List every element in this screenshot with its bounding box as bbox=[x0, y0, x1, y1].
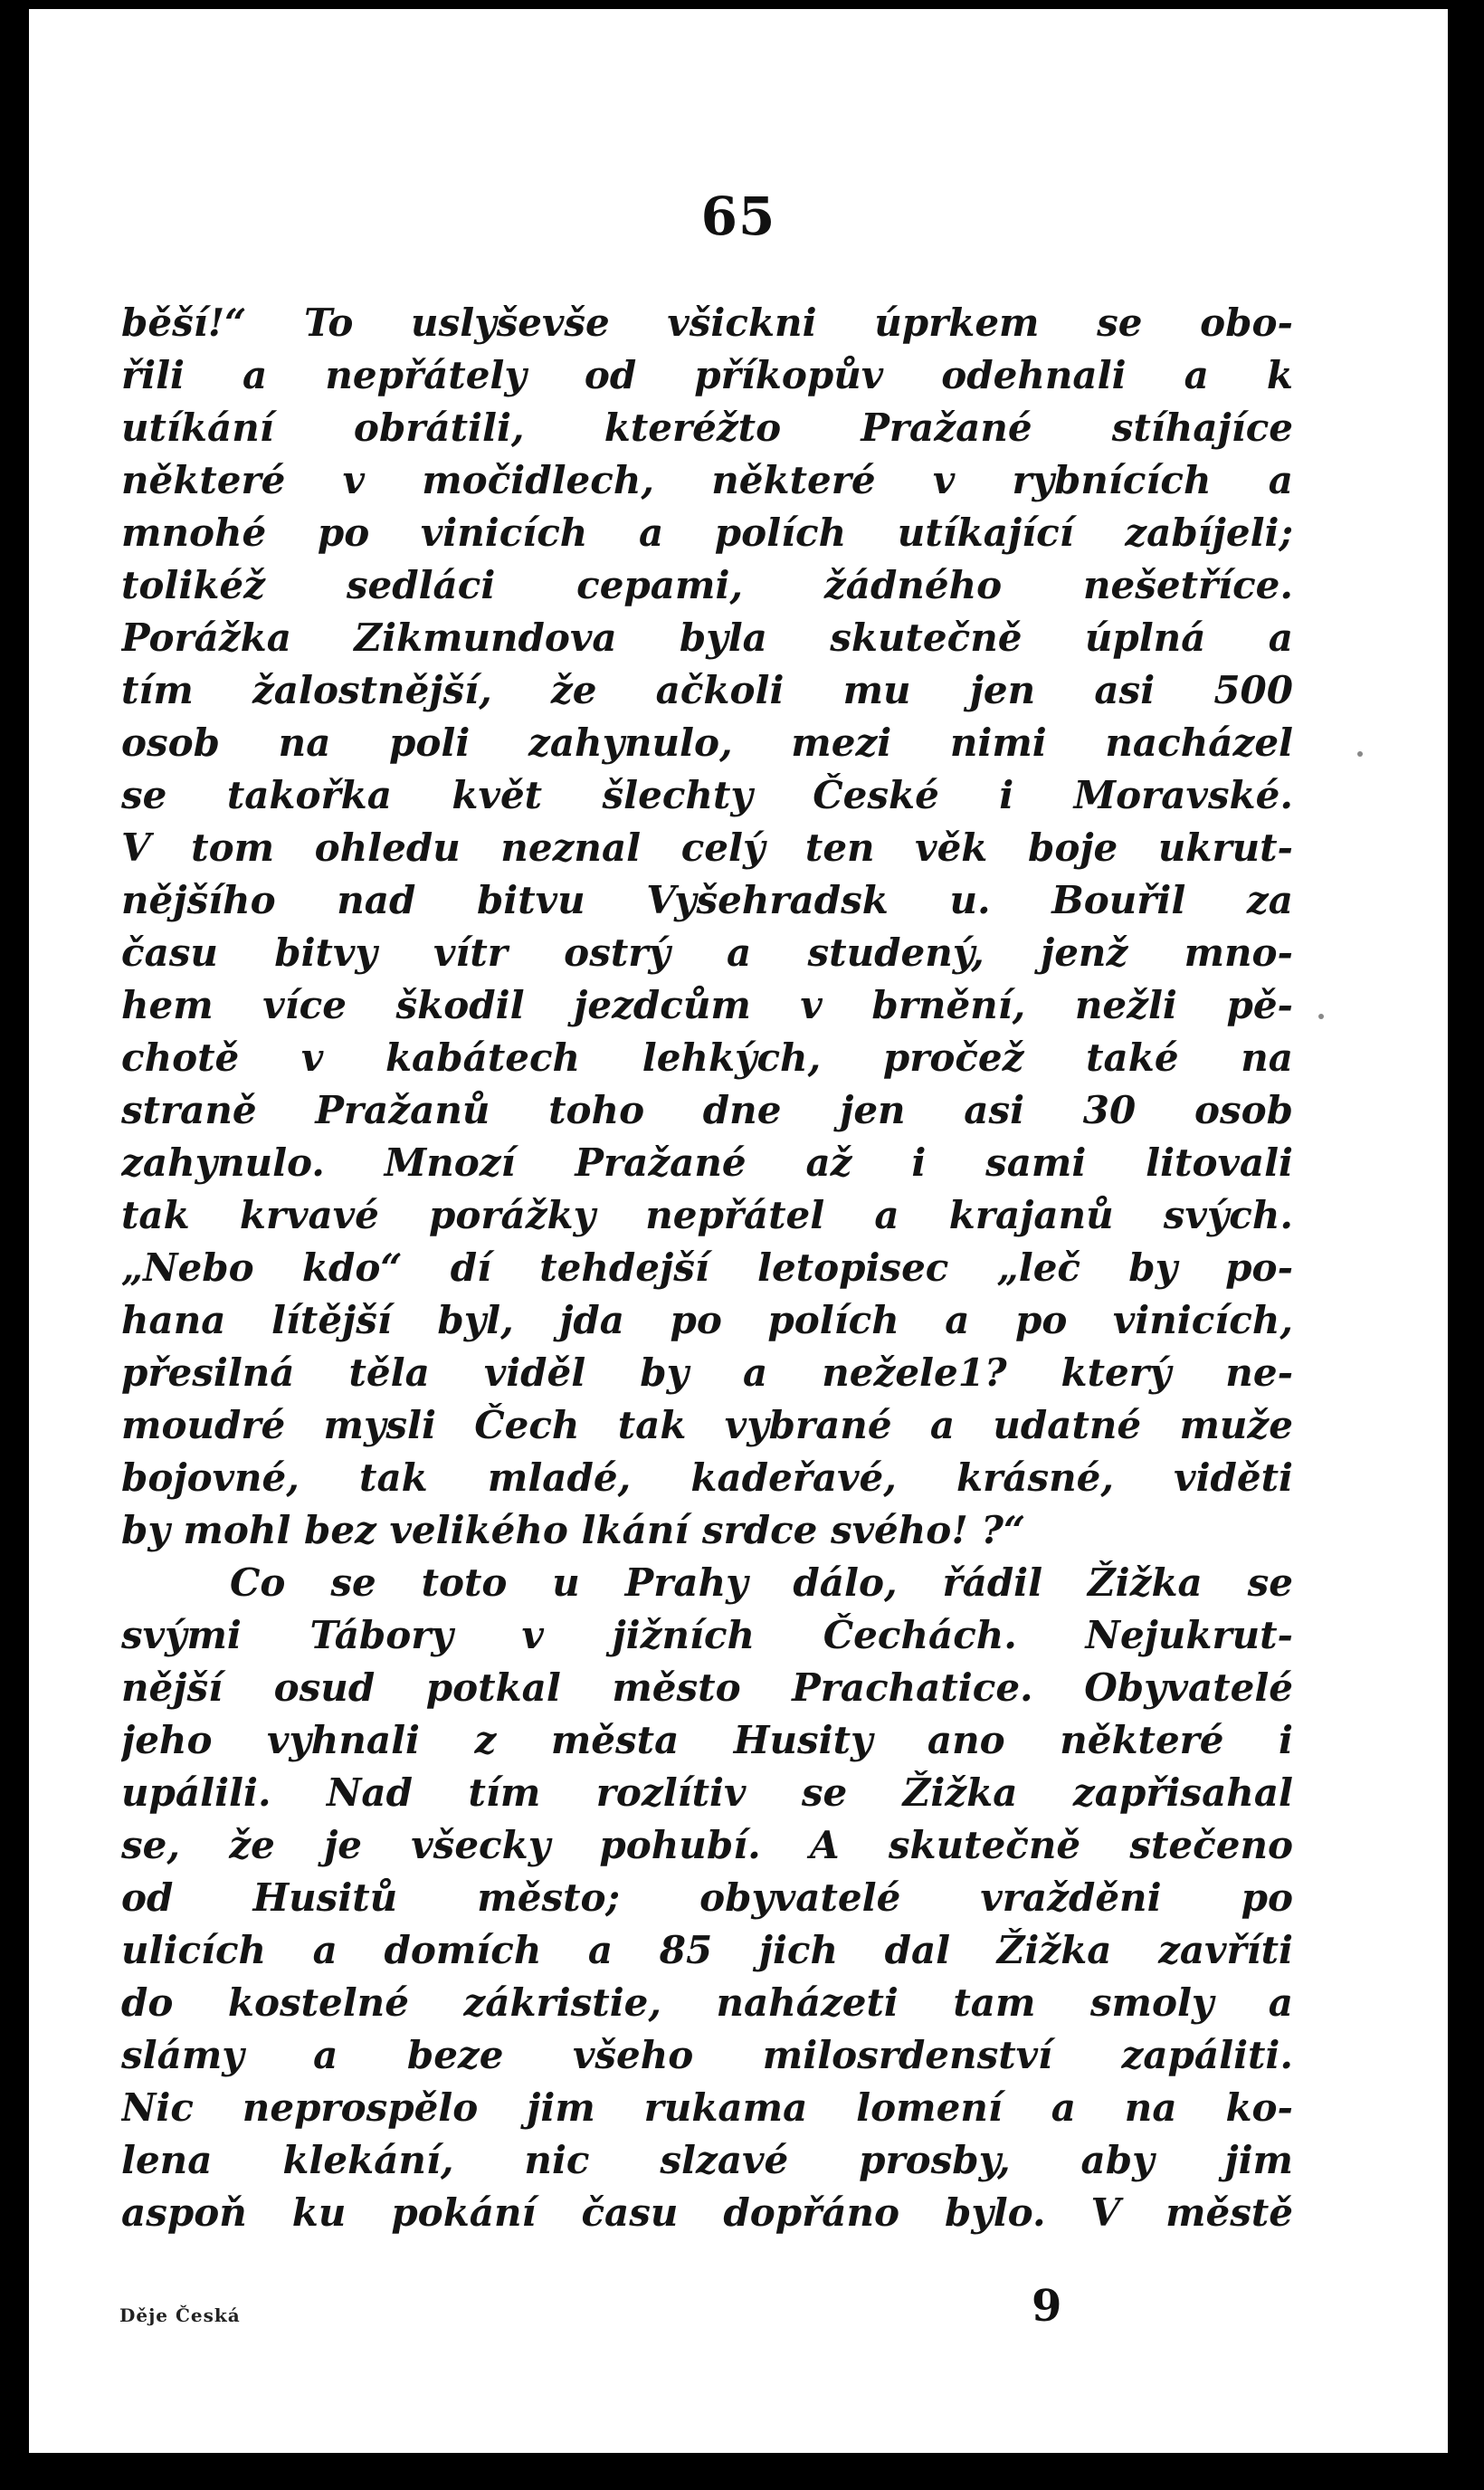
text-line: tolikéž sedláci cepami, žádného nešetříce. bbox=[121, 563, 1293, 607]
text-line: zahynulo. Mnozí Pražané až i sami litovali bbox=[121, 1140, 1293, 1185]
text-line: nějšího nad bitvu Vyšehradsk u. Bouřil za bbox=[121, 878, 1293, 922]
text-line: aspoň ku pokání času dopřáno bylo. V městě bbox=[121, 2190, 1293, 2235]
text-line: běší!“ To uslyševše všickni úprkem se obo- bbox=[121, 301, 1293, 345]
text-line: tak krvavé porážky nepřátel a krajanů svých. bbox=[121, 1193, 1293, 1237]
text-line: času bitvy vítr ostrý a studený, jenž mno- bbox=[121, 930, 1293, 975]
text-line: nější osud potkal město Prachatice. Obyvatelé bbox=[121, 1665, 1293, 1710]
text-line: lena klekání, nic slzavé prosby, aby jim bbox=[121, 2138, 1293, 2182]
text-line: V tom ohledu neznal celý ten věk boje ukrut- bbox=[121, 825, 1293, 870]
text-line: hem více škodil jezdcům v brnění, nežli pě- bbox=[121, 983, 1293, 1027]
text-line: řili a nepřátely od příkopův odehnali a k bbox=[121, 353, 1293, 397]
text-line: přesilná těla viděl by a nežele1? který ne- bbox=[121, 1350, 1293, 1395]
text-line: Porážka Zikmundova byla skutečně úplná a bbox=[121, 615, 1293, 660]
text-line: tím žalostnější, že ačkoli mu jen asi 500 bbox=[121, 668, 1293, 712]
text-line: „Nebo kdo“ dí tehdejší letopisec „leč by po- bbox=[121, 1245, 1293, 1290]
text-line: mnohé po vinicích a polích utíkající zabíjeli; bbox=[121, 510, 1293, 555]
text-line: osob na poli zahynulo, mezi nimi nacházel bbox=[121, 720, 1293, 765]
text-line: některé v močidlech, některé v rybnících a bbox=[121, 458, 1293, 502]
printer-signature: Děje Česká bbox=[119, 2304, 241, 2326]
text-line: od Husitů město; obyvatelé vražděni po bbox=[121, 1875, 1293, 1920]
text-line: do kostelné zákristie, naházeti tam smoly a bbox=[121, 1980, 1293, 2025]
page-footer bbox=[119, 2281, 1062, 2335]
text-line: jeho vyhnali z města Husity ano některé i bbox=[121, 1718, 1293, 1762]
paper-speck bbox=[1357, 751, 1363, 757]
text-line: by mohl bez velikého lkání srdce svého! ?“ bbox=[121, 1508, 1026, 1552]
text-line: se takořka květ šlechty České i Moravské. bbox=[121, 773, 1293, 817]
text-line: bojovné, tak mladé, kadeřavé, krásné, viděti bbox=[121, 1455, 1293, 1500]
text-line: Nic neprospělo jim rukama lomení a na ko- bbox=[121, 2085, 1293, 2130]
text-line: utíkání obrátili, kteréžto Pražané stíhajíce bbox=[121, 405, 1293, 450]
book-page bbox=[29, 9, 1448, 2453]
body-text bbox=[121, 297, 1293, 2239]
text-line: upálili. Nad tím rozlítiv se Žižka zapřisahal bbox=[121, 1770, 1293, 1815]
text-line: moudré mysli Čech tak vybrané a udatné muže bbox=[121, 1403, 1293, 1447]
text-line: Co se toto u Prahy dálo, řádil Žižka se bbox=[230, 1560, 1293, 1605]
text-line: svými Tábory v jižních Čechách. Nejukrut- bbox=[121, 1613, 1293, 1657]
text-line: ulicích a domích a 85 jich dal Žižka zavříti bbox=[121, 1928, 1293, 1972]
text-line: straně Pražanů toho dne jen asi 30 osob bbox=[121, 1088, 1293, 1132]
text-line: hana lítější byl, jda po polích a po vinicích, bbox=[121, 1298, 1293, 1342]
text-line: se, že je všecky pohubí. A skutečně stečeno bbox=[121, 1823, 1293, 1867]
paper-speck bbox=[1318, 1014, 1324, 1019]
sheet-mark: 9 bbox=[1032, 2281, 1062, 2332]
page-number: 65 bbox=[700, 186, 776, 247]
text-line: slámy a beze všeho milosrdenství zapáliti. bbox=[121, 2033, 1293, 2077]
text-line: chotě v kabátech lehkých, pročež také na bbox=[121, 1035, 1293, 1080]
